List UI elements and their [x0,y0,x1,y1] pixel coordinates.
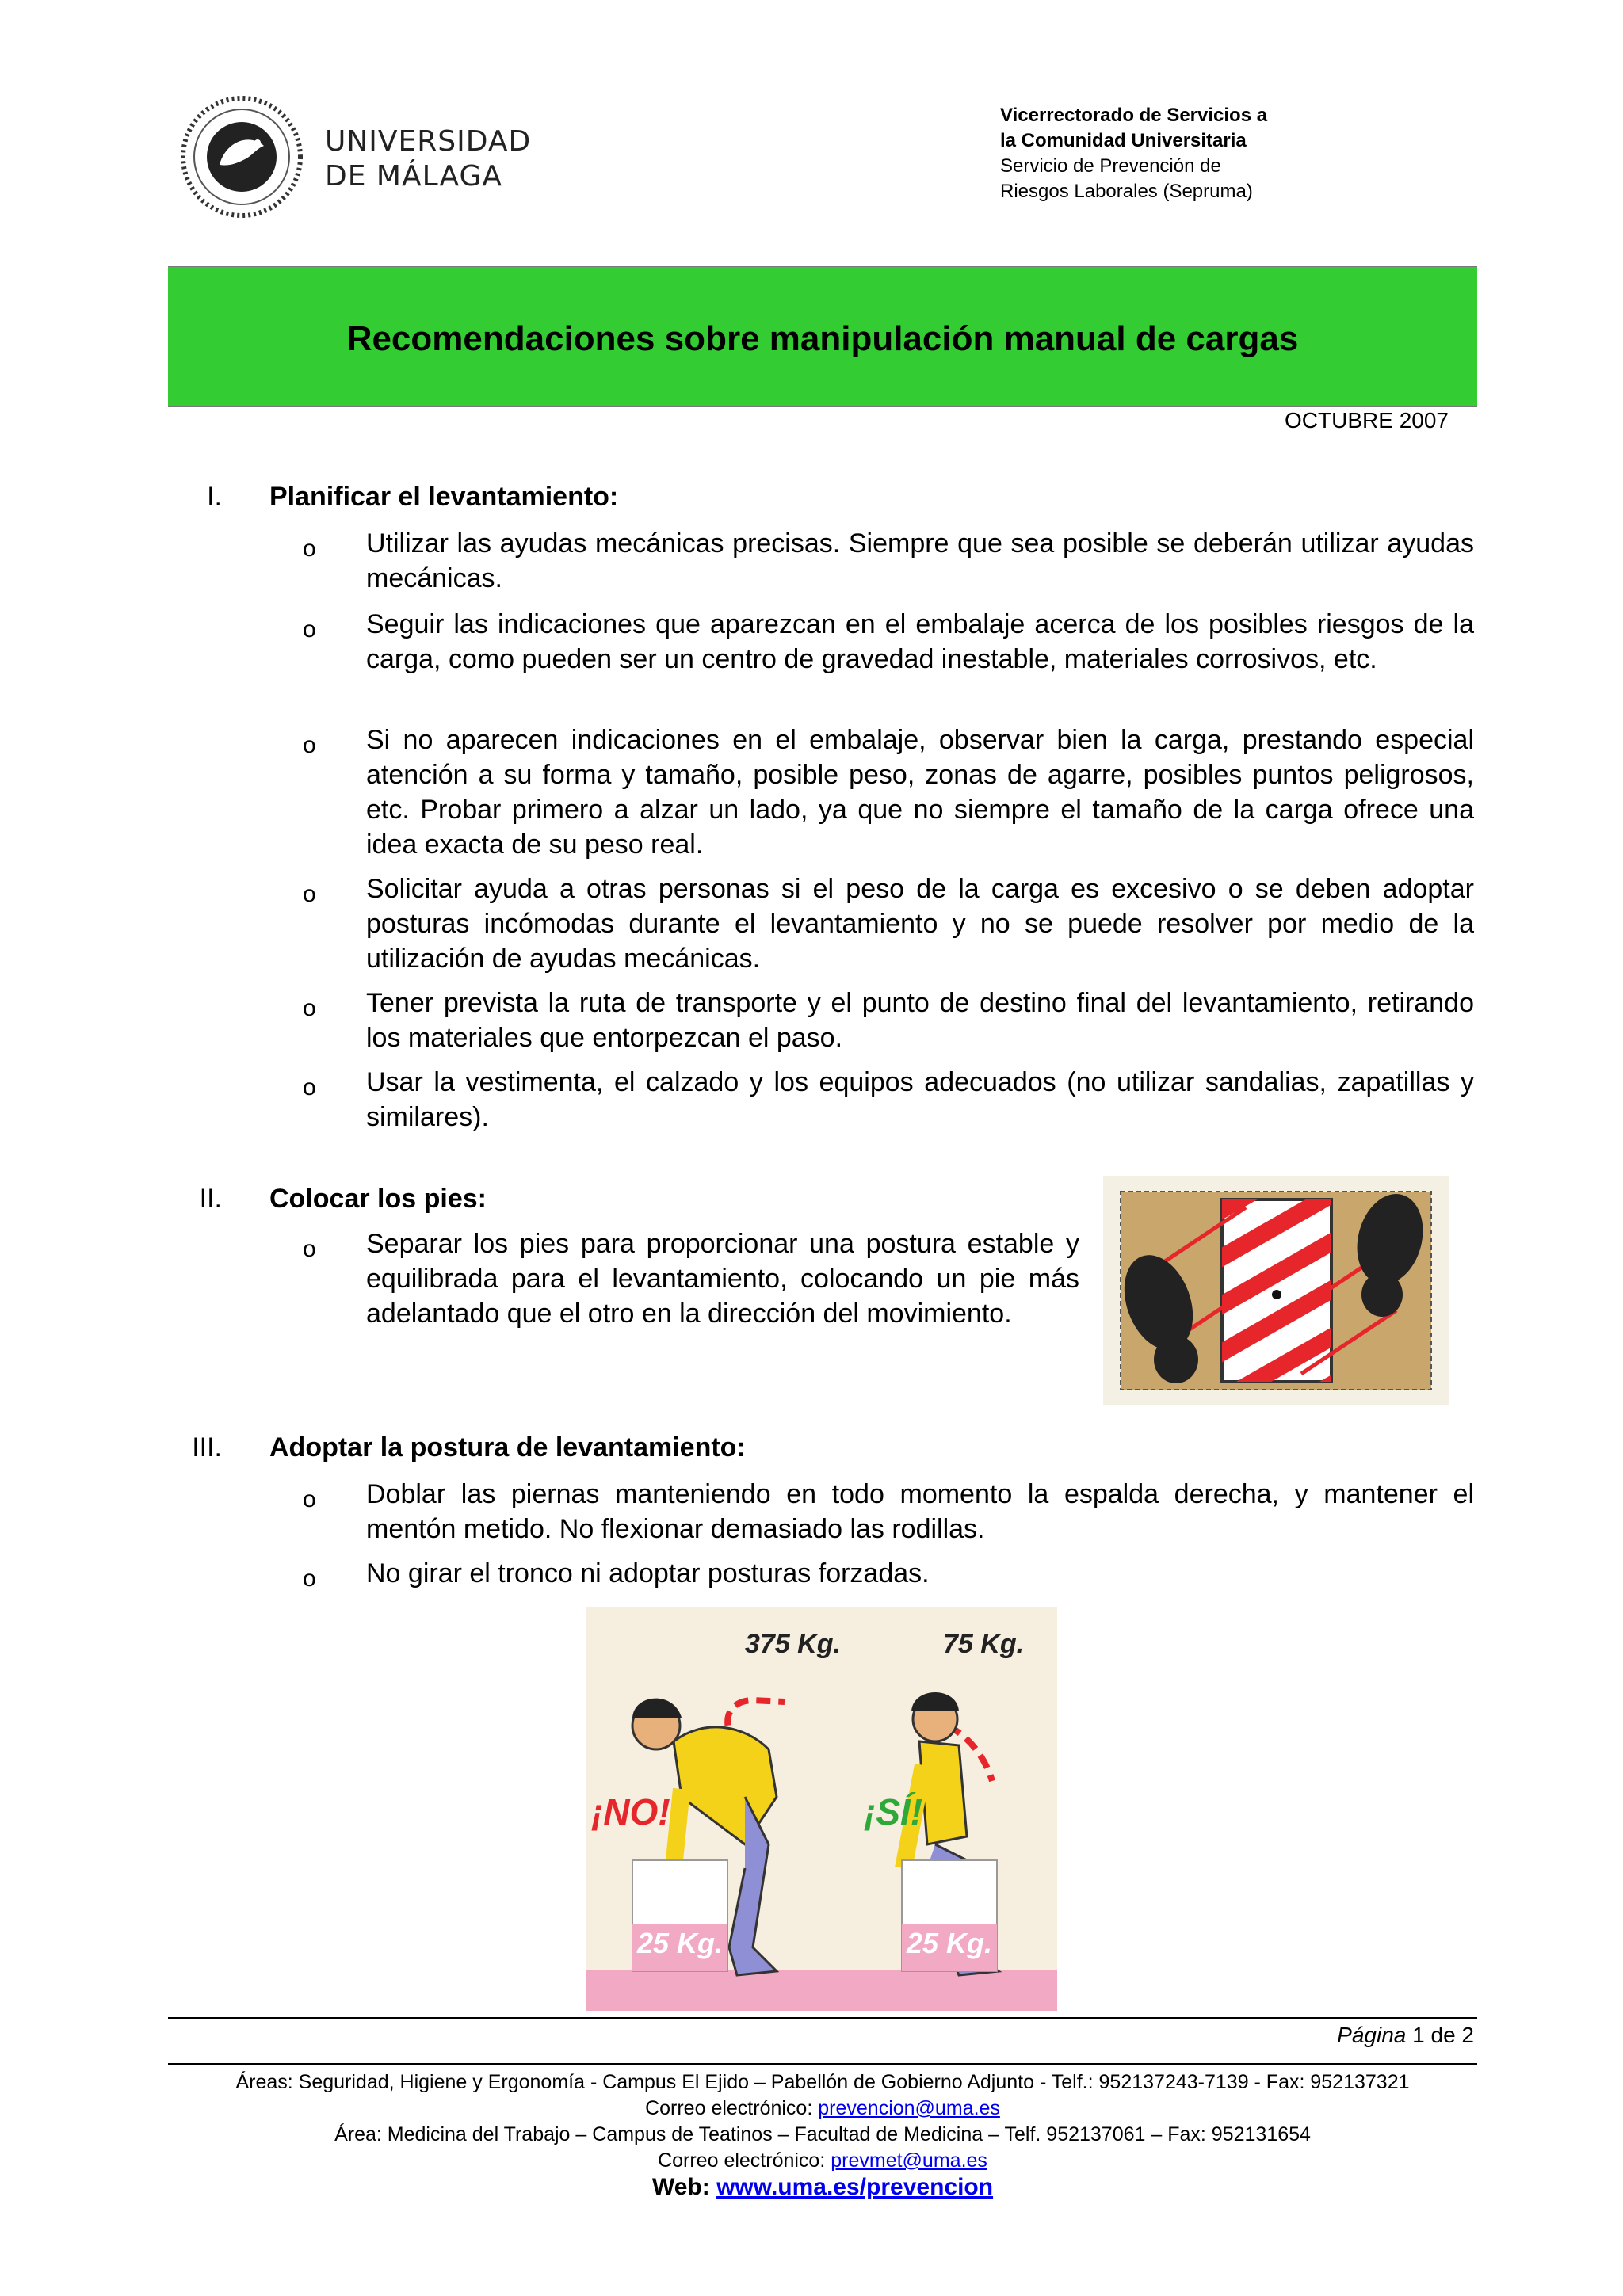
footer-rule-top [168,2017,1477,2019]
bullet-marker: o [303,616,316,643]
page-number: Página 1 de 2 [1337,2023,1474,2047]
bullet-marker: o [303,995,316,1021]
bullet-marker: o [303,1074,316,1100]
yes-label: ¡SÍ! [864,1791,923,1833]
footer-rule-bottom [168,2063,1477,2065]
section-2-heading: Colocar los pies: [269,1184,487,1214]
email-link-prevencion[interactable]: prevencion@uma.es [818,2097,1000,2119]
feet-position-illustration [1103,1176,1449,1405]
list-item: Doblar las piernas manteniendo en todo momento la espalda derecha, y mantener el mentón metido. No flexionar demasiado las rodillas. [366,1479,1474,1544]
document-title: Recomendaciones sobre manipulación manual de cargas [346,319,1299,358]
list-item: Usar la vestimenta, el calzado y los equipos adecuados (no utilizar sandalias, zapatillas y similares). [366,1067,1474,1132]
email-link-prevmet[interactable]: prevmet@uma.es [831,2149,987,2172]
footer-area-medicina: Área: Medicina del Trabajo – Campus de Teatinos – Facultad de Medicina – Telf. 952137061 – Fax: 952131654 [334,2123,1311,2145]
bullet-marker: o [303,732,316,758]
load-right-label: 75 Kg. [943,1629,1025,1659]
list-item: Utilizar las ayudas mecánicas precisas. Siempre que sea posible se deberán utilizar ayudas mecánicas. [366,528,1474,593]
bullet-marker: o [303,1566,316,1592]
box-weight-right: 25 Kg. [907,1927,993,1959]
org-line-4: Riesgos Laborales (Sepruma) [1000,181,1253,202]
no-label: ¡NO! [591,1791,670,1833]
list-item: Solicitar ayuda a otras personas si el peso de la carga es excesivo o se deben adoptar posturas incómodas durante el levantamiento y no se puede resolver por medio de la utilización de ayudas mecánicas. [366,874,1475,974]
list-item: Tener prevista la ruta de transporte y el punto de destino final del levantamiento, retirando los materiales que entorpezcan el paso. [366,988,1474,1053]
footer-email-2: Correo electrónico: prevmet@uma.es [658,2149,987,2172]
org-line-2: la Comunidad Universitaria [1000,130,1247,151]
section-2-numeral: II. [199,1184,222,1214]
footer-web: Web: www.uma.es/prevencion [651,2174,994,2200]
list-item: Seguir las indicaciones que aparezcan en el embalaje acerca de los posibles riesgos de la carga, como pueden ser un centro de gravedad inestable, materiales corrosivos, etc. [366,609,1475,674]
web-link[interactable]: www.uma.es/prevencion [716,2174,994,2200]
document-date: OCTUBRE 2007 [1285,408,1449,433]
load-wrong-label: 375 Kg. [745,1629,841,1659]
list-item: No girar el tronco ni adoptar posturas forzadas. [366,1558,930,1589]
university-name-line-2: DE MÁLAGA [325,160,502,193]
org-line-1: Vicerrectorado de Servicios a [1000,105,1268,126]
section-3-heading: Adoptar la postura de levantamiento: [269,1432,746,1463]
section-3-numeral: III. [192,1432,222,1463]
bullet-marker: o [303,881,316,907]
bullet-marker: o [303,536,316,562]
university-seal-logo [170,93,317,220]
section-1-heading: Planificar el levantamiento: [269,482,619,512]
footer-areas: Áreas: Seguridad, Higiene y Ergonomía - Campus El Ejido – Pabellón de Gobierno Adjunto - Telf.: 952137243-7139 - Fax: 952137321 [235,2071,1410,2093]
org-line-3: Servicio de Prevención de [1000,155,1221,177]
bullet-marker: o [303,1236,316,1262]
bullet-marker: o [303,1486,316,1512]
title-banner [168,266,1477,407]
section-1-numeral: I. [207,482,222,512]
footer-email-1: Correo electrónico: prevencion@uma.es [645,2097,1000,2119]
lifting-posture-illustration [586,1607,1057,2011]
list-item: Si no aparecen indicaciones en el embalaje, observar bien la carga, prestando especial atención a su forma y tamaño, posible peso, zonas de agarre, posibles puntos peligrosos, etc. Probar primero a alzar un lado, ya que no siempre el tamaño de la carga ofrece una idea exacta de su peso real. [366,725,1475,860]
university-name-line-1: UNIVERSIDAD [325,125,532,158]
list-item: Separar los pies para proporcionar una postura estable y equilibrada para el levantamiento, colocando un pie más adelantado que el otro en la dirección del movimiento. [366,1229,1079,1329]
box-weight-left: 25 Kg. [637,1927,724,1959]
